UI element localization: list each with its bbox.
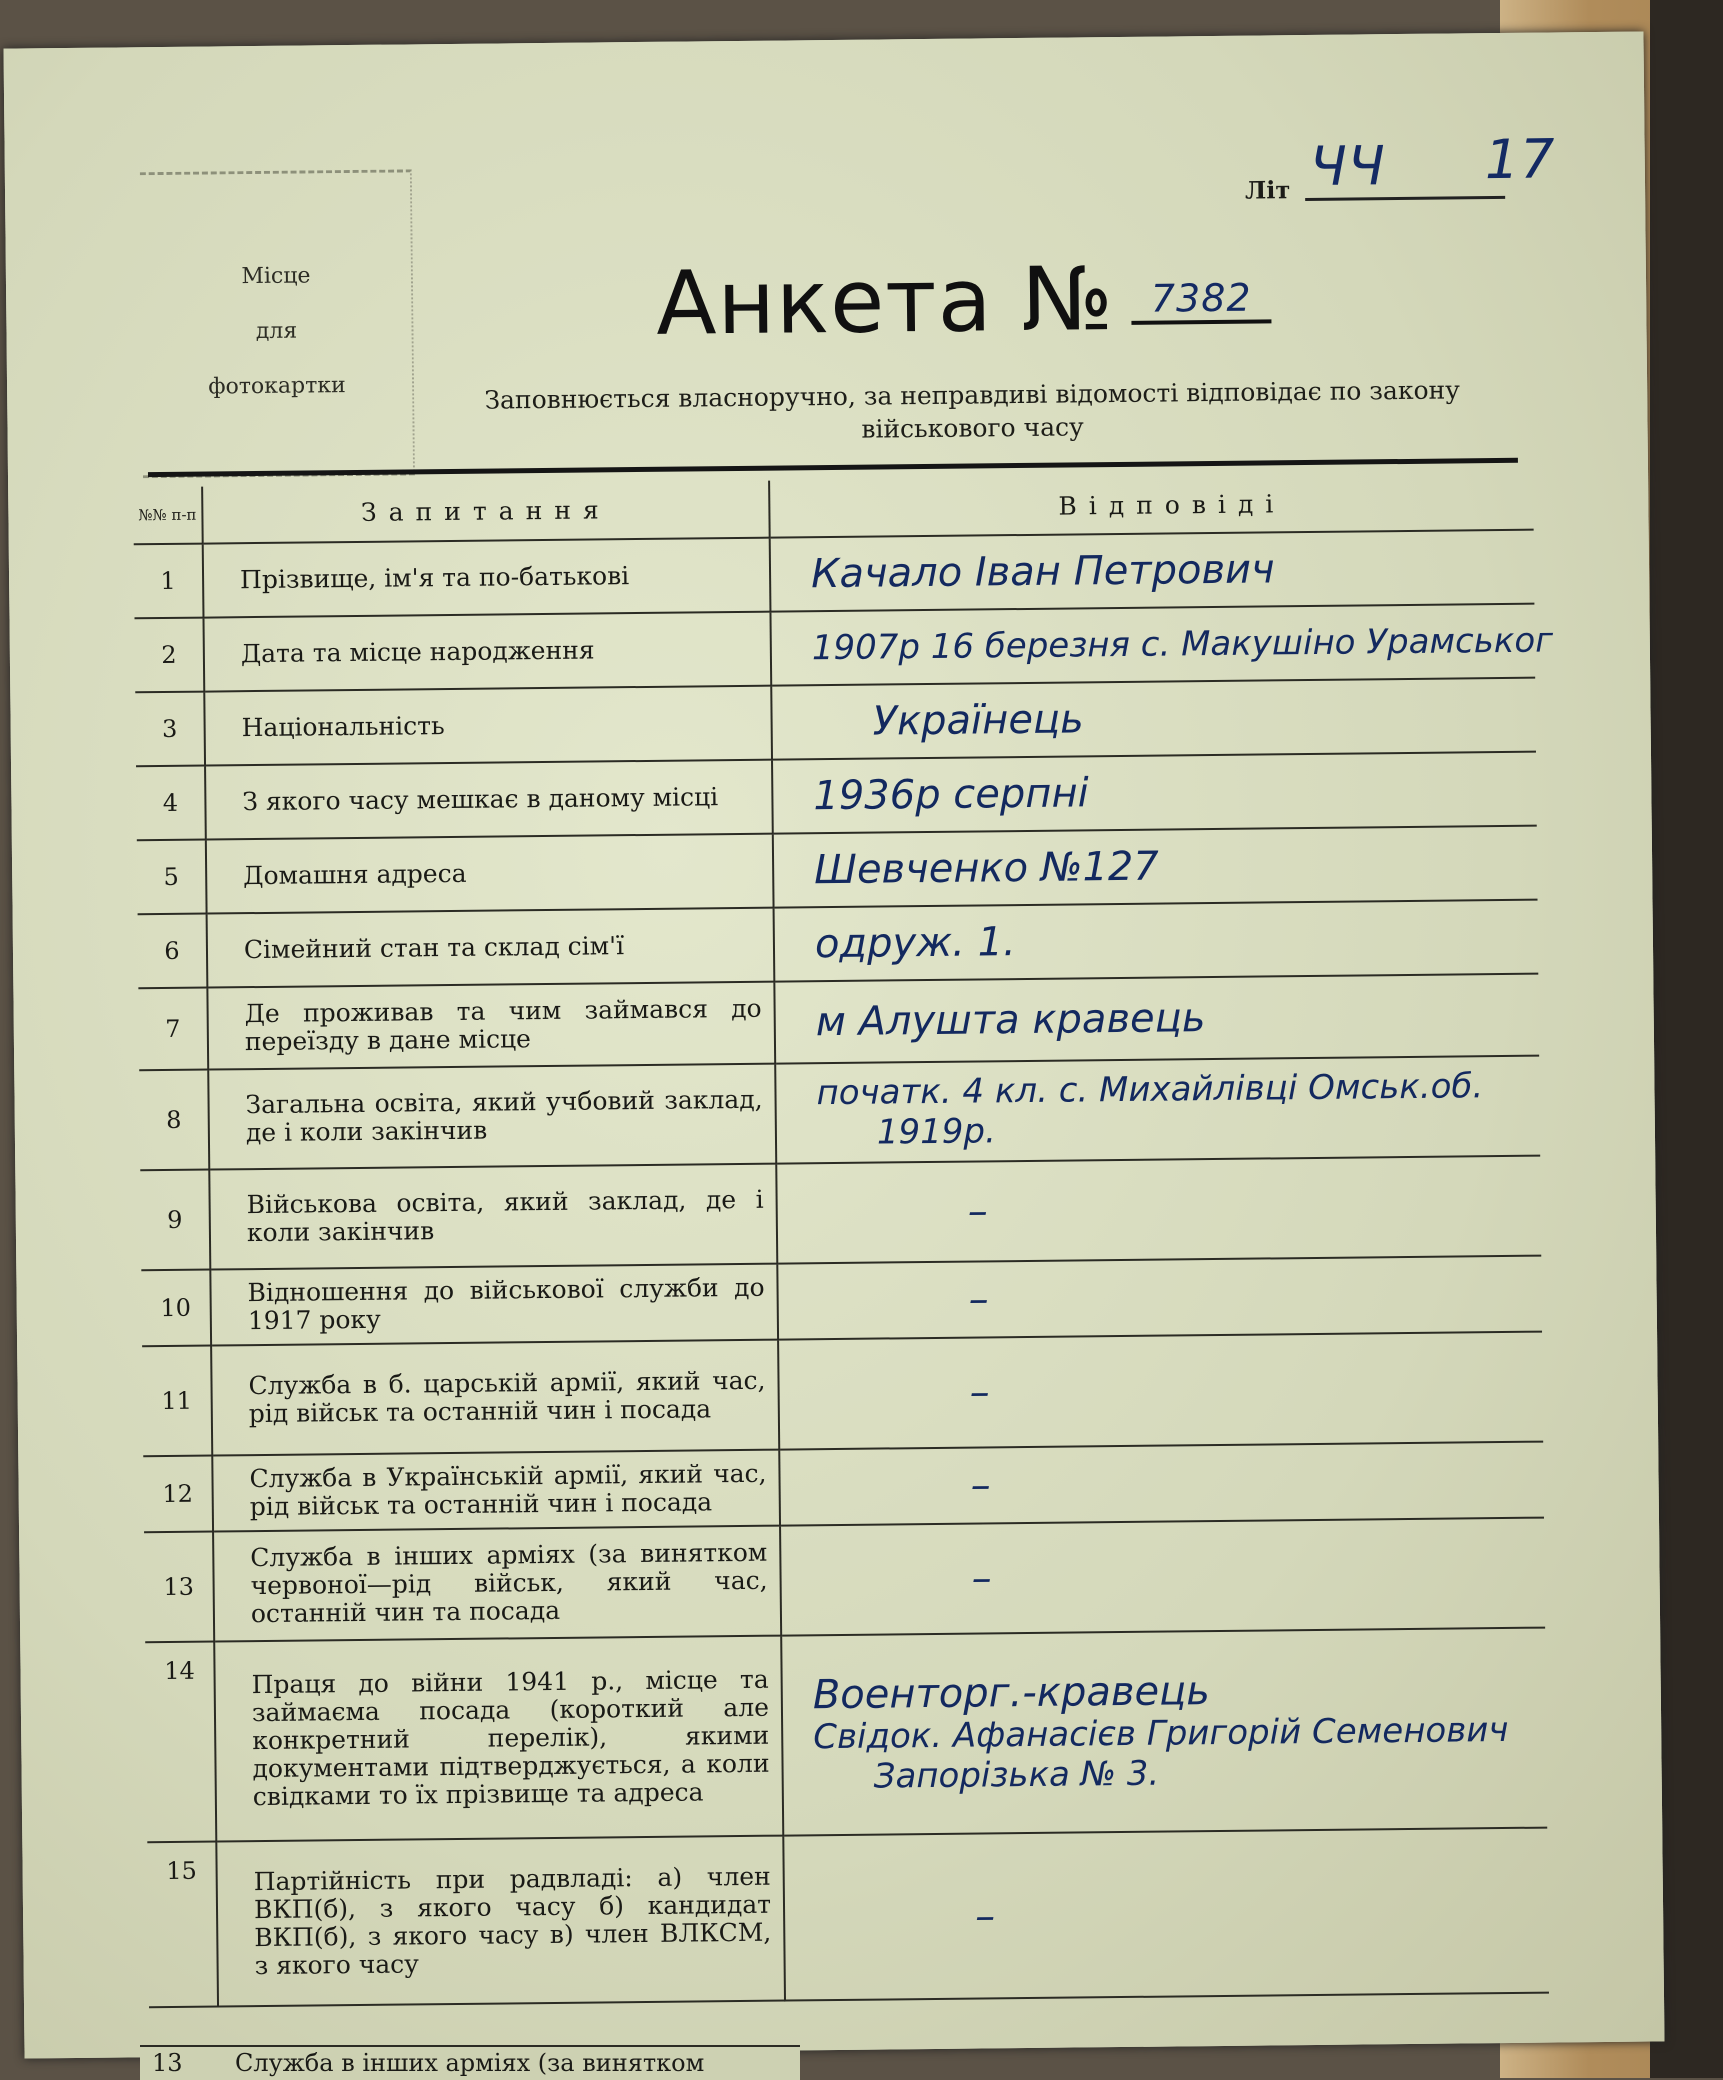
- row-number: 12: [143, 1456, 213, 1533]
- row-answer: –: [974, 1892, 996, 1940]
- table-row: [145, 1628, 1547, 1843]
- row-answer: Военторг.-кравець: [812, 1668, 1211, 1719]
- table-row: [138, 974, 1539, 1071]
- row-answer: одруж. 1.: [814, 919, 1017, 968]
- row-question: Відношення до військової служби до 1917 року: [210, 1264, 778, 1346]
- row-number: 13: [144, 1532, 214, 1643]
- row-answer: м Алушта кравець: [815, 995, 1206, 1046]
- row-question: Партійність при радвладі: а) член ВКП(б), з якого часу б) кандидат ВКП(б), з якого часу в) член ВЛКСМ, з якого часу: [216, 1836, 785, 2007]
- table-row: [141, 1256, 1542, 1347]
- table-row: [142, 1332, 1543, 1457]
- row-number: 7: [138, 988, 208, 1071]
- row-answer: 1936р серпні: [813, 770, 1089, 820]
- row-answer: 1907р 16 березня с. Макушіно Урамськог: [811, 620, 1554, 669]
- row-answer: Качало Іван Петрович: [810, 546, 1275, 598]
- photo-label-line-1: Місце: [241, 263, 311, 290]
- row-answer-line-2: 1919р.: [876, 1111, 997, 1153]
- row-answer: –: [969, 1369, 990, 1416]
- row-number: 6: [138, 914, 208, 989]
- questionnaire-table: [133, 473, 1554, 2009]
- row-answer-line-3: Запорізька № 3.: [873, 1753, 1160, 1797]
- row-number: 11: [142, 1346, 212, 1457]
- row-question: Служба в інших арміях (за винятком червоної—рід військ, який час, останній чин та посада: [213, 1526, 781, 1642]
- row-question: Сімейний стан та склад сім'ї: [207, 908, 775, 988]
- form-number: 7382: [1131, 275, 1271, 324]
- row-question: Служба в б. царській армії, який час, рід військ та останній чин і посада: [211, 1340, 779, 1456]
- row-question: Військова освіта, який заклад, де і коли закінчив: [209, 1164, 777, 1270]
- row-number: 15: [147, 1842, 218, 2008]
- row-number: 2: [134, 618, 204, 693]
- row-question: Де проживав та чим займався до переїзду в дане місце: [207, 982, 775, 1070]
- row-question: Національність: [204, 686, 772, 766]
- row-answer: початк. 4 кл. с. Михайлівці Омськ.об.: [816, 1066, 1484, 1114]
- col-num-header: №№ п-п: [133, 487, 203, 545]
- table-row: [147, 1828, 1549, 2008]
- row-number: 10: [141, 1270, 211, 1347]
- row-number: 1: [134, 544, 204, 619]
- next-page-fragment: [140, 2045, 800, 2080]
- table-row: [139, 1056, 1540, 1171]
- row-answer: –: [967, 1188, 988, 1235]
- row-answer: –: [970, 1462, 991, 1509]
- row-number: 9: [140, 1170, 210, 1271]
- row-question: Служба в Українській армії, який час, рід військ та останній чин і посада: [212, 1450, 780, 1532]
- row-answer: Українець: [872, 696, 1084, 745]
- row-question: Домашня адреса: [206, 834, 774, 914]
- fragment-row-question: Служба в інших арміях (за винятком: [235, 2049, 705, 2077]
- photo-label-line-3: фотокартки: [208, 373, 346, 400]
- row-answer: –: [968, 1276, 989, 1323]
- table-row: [143, 1442, 1544, 1533]
- col-question-header: Запитання: [202, 481, 770, 544]
- questionnaire-sheet: [4, 31, 1665, 2058]
- lit-handwritten-value: ЧЧ: [1309, 134, 1387, 198]
- lit-label: Літ: [1244, 175, 1291, 205]
- photo-placeholder-box: [140, 169, 415, 478]
- lit-handwritten-page: 17: [1484, 127, 1556, 192]
- photo-label-line-2: для: [255, 318, 298, 345]
- table-row: [144, 1518, 1545, 1643]
- row-answer: –: [971, 1555, 992, 1602]
- row-number: 3: [135, 692, 205, 767]
- fragment-row-number: 13: [152, 2049, 183, 2077]
- row-answer: Шевченко №127: [813, 843, 1160, 894]
- row-question: Прізвище, ім'я та по-батькові: [203, 538, 771, 618]
- row-question: Праця до війни 1941 р., місце та займаєма посада (короткий але конкретний перелік), якими документами підтверджується, а коли свідками то їх прізвище та адреса: [214, 1636, 783, 1842]
- row-number: 14: [145, 1642, 216, 1843]
- row-question: Загальна освіта, який учбовий заклад, де і коли закінчив: [208, 1064, 776, 1170]
- row-number: 8: [139, 1070, 209, 1171]
- row-question: З якого часу мешкає в даному місці: [205, 760, 773, 840]
- col-answer-header: Відповіді: [769, 473, 1534, 538]
- row-answer-line-2: Свідок. Афанасієв Григорій Семенович: [813, 1709, 1509, 1758]
- row-number: 4: [136, 766, 206, 841]
- form-title: Анкета №: [655, 247, 1115, 355]
- row-number: 5: [137, 840, 207, 915]
- form-note: Заповнюється власноручно, за неправдиві відомості відповідає по закону військового часу: [484, 375, 1461, 444]
- table-row: [140, 1156, 1541, 1271]
- row-question: Дата та місце народження: [203, 612, 771, 692]
